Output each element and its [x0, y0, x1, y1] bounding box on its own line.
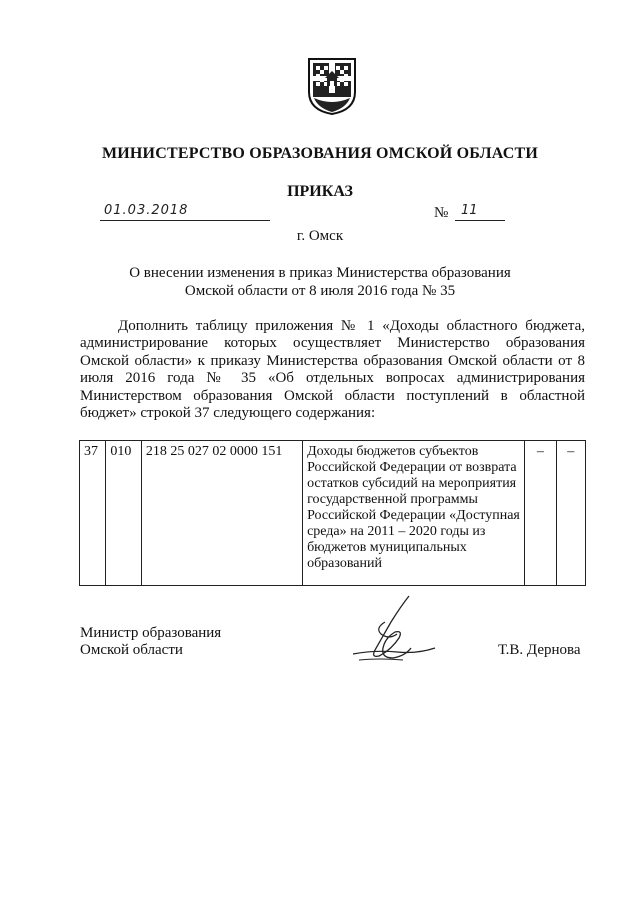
- number-label: №: [434, 205, 449, 221]
- coat-of-arms-icon: [306, 56, 358, 116]
- subject-line-1: О внесении изменения в приказ Министерства образования: [129, 265, 511, 281]
- table-row: [80, 441, 586, 586]
- income-description-cell: [303, 441, 525, 586]
- revenue-table: [79, 440, 586, 586]
- signatory-title: [80, 625, 221, 659]
- document-title: ПРИКАЗ: [287, 183, 353, 200]
- subject-line-2: Омской области от 8 июля 2016 года № 35: [184, 283, 456, 299]
- column-5-value: –: [525, 441, 556, 586]
- body-paragraph: [80, 318, 585, 422]
- order-subject: [80, 264, 560, 300]
- column-6-value: –: [556, 441, 585, 586]
- order-number: 11: [461, 203, 478, 218]
- order-date: 01.03.2018: [104, 203, 189, 218]
- budget-classification-code: 218 25 027 02 0000 151: [141, 441, 302, 586]
- body-text: Дополнить таблицу приложения № 1 «Доходы областного бюджета, администрирование которых осуществляет Министерство образования Омской области» к приказу Министерства образования Омской области от 8 июля 2016 года № 35 «Об отдельных вопросах администрирования Министерством образования Омской области поступлений в областной бюджет» строкой 37 следующего содержания:: [80, 318, 585, 422]
- admin-code: 010: [106, 441, 141, 586]
- city: г. Омск: [296, 228, 344, 244]
- signatory-title-line-1: Министр образования: [80, 625, 222, 641]
- date-field: [100, 203, 270, 221]
- row-number: 37: [80, 441, 106, 586]
- ministry-name: МИНИСТЕРСТВО ОБРАЗОВАНИЯ ОМСКОЙ ОБЛАСТИ: [101, 145, 539, 162]
- income-description: Доходы бюджетов субъектов Российской Федерации от возврата остатков субсидий на мероприятия государственной программы Российской Федерации «Доступная среда» на 2011 – 2020 годы из бюджетов муниципальных образований: [307, 444, 520, 571]
- number-field: [455, 203, 505, 221]
- signatory-title-line-2: Омской области: [80, 642, 183, 658]
- handwritten-signature: [345, 592, 445, 672]
- signatory-name: Т.В. Дернова: [498, 642, 581, 658]
